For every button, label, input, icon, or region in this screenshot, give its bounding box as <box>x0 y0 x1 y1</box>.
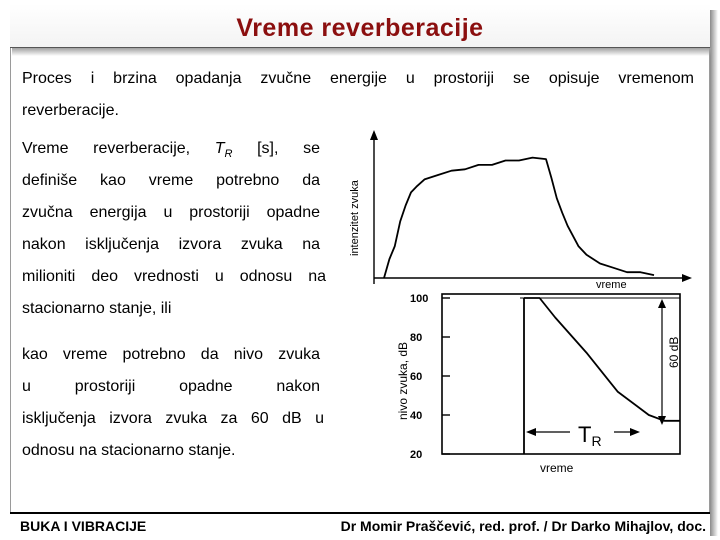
intensity-y-arrow <box>370 130 378 140</box>
level-tick-label: 40 <box>410 410 423 422</box>
tr-symbol-base: T <box>214 140 225 157</box>
level-ticks <box>410 293 450 461</box>
title-shadow <box>12 48 712 56</box>
definition-line-3: zvučna energija u prostoriji opadne <box>22 204 320 221</box>
level-tick-label: 60 <box>410 371 423 383</box>
level-tick-label: 20 <box>410 449 423 461</box>
definition-word: opadne <box>179 378 233 395</box>
intensity-x-arrow <box>682 274 692 282</box>
intensity-chart <box>330 128 696 298</box>
definition-line-10: odnosu na stacionarno stanje. <box>22 442 236 459</box>
level-frame <box>442 294 680 454</box>
tr-label-sub: R <box>591 433 602 449</box>
definition-word: nakon <box>276 378 320 395</box>
definition-lead: Vreme reverberacije, <box>22 140 191 157</box>
definition-line-1 <box>22 140 320 163</box>
tr-symbol-sub: R <box>224 148 233 161</box>
level-tick-label: 100 <box>410 293 429 305</box>
tr-span-arrow-left <box>526 428 536 436</box>
definition-line-4: nakon isključenja izvora zvuka na <box>22 236 320 253</box>
definition-word: u <box>22 378 31 395</box>
definition-line-5: milioniti deo vrednosti u odnosu na <box>22 268 326 285</box>
level-curve <box>524 298 680 421</box>
definition-line-2: definiše kao vreme potrebno da <box>22 172 320 189</box>
definition-tail: se <box>303 140 320 157</box>
slide-title: Vreme reverberacije <box>236 14 484 42</box>
db-span-label: 60 dB <box>667 336 681 368</box>
intensity-curve <box>384 158 654 278</box>
level-x-label: vreme <box>540 461 574 475</box>
definition-word: prostoriji <box>74 378 136 395</box>
unit-label: [s], <box>257 140 279 157</box>
intro-line-2: reverberacije. <box>22 102 119 119</box>
tr-label-base: T <box>578 422 592 447</box>
db-span-arrow-top <box>658 299 666 308</box>
intensity-x-label: vreme <box>596 279 627 291</box>
tr-symbol <box>214 140 233 161</box>
definition-line-6: stacionarno stanje, ili <box>22 300 172 317</box>
slide-shadow <box>710 10 718 536</box>
tr-span-arrow-right <box>630 428 640 436</box>
level-tick-label: 80 <box>410 332 423 344</box>
footer-authors: Dr Momir Praščević, red. prof. / Dr Darko Mihajlov, doc. <box>340 518 706 534</box>
definition-line-7: kao vreme potrebno da nivo zvuka <box>22 346 320 363</box>
intro-line-1: Proces i brzina opadanja zvučne energije u prostoriji se opisuje vremenom <box>22 70 694 87</box>
definition-line-9: isključenja izvora zvuka za 60 dB u <box>22 410 324 427</box>
intensity-y-label: intenzitet zvuka <box>349 180 361 256</box>
title-box <box>10 4 710 48</box>
level-y-label: nivo zvuka, dB <box>396 341 410 420</box>
definition-line-8 <box>22 378 320 396</box>
level-chart <box>380 288 700 478</box>
footer-course: BUKA I VIBRACIJE <box>20 518 147 534</box>
